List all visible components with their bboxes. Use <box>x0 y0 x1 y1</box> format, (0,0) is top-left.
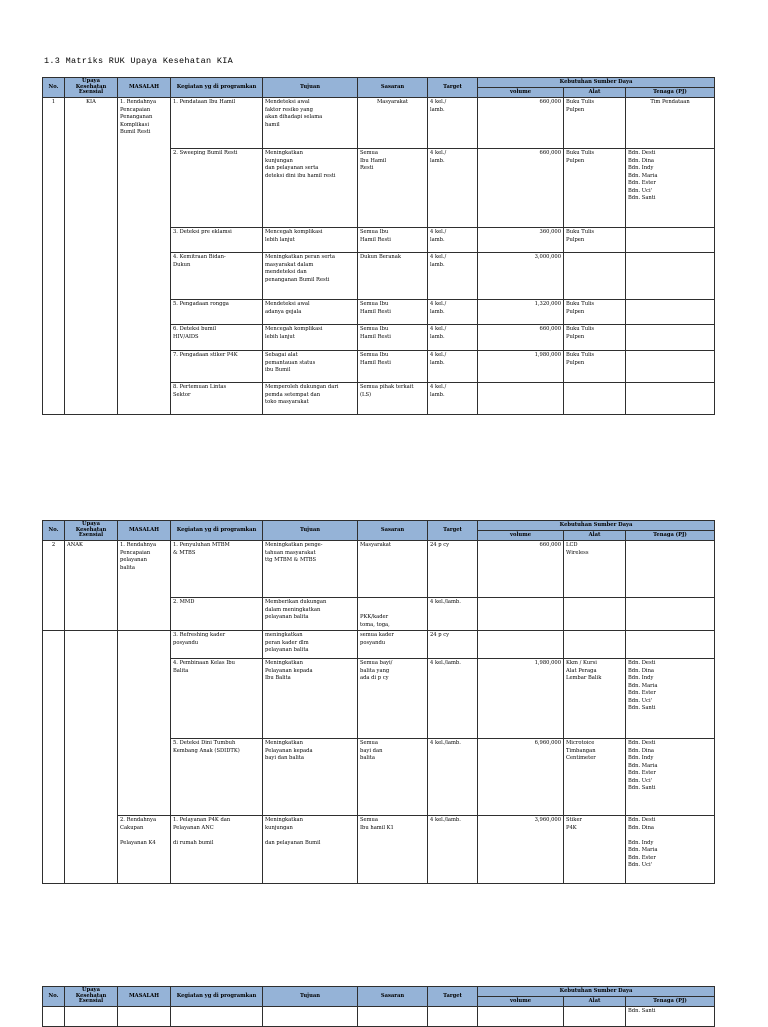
cell-volume: 660,000 <box>478 325 564 351</box>
cell-kegiatan: 1. Pendataan Ibu Hamil <box>171 98 263 149</box>
header-tujuan: Tujuan <box>263 78 358 98</box>
cell-tujuan: Meningkatkan peran serta masyarakat dalam mendeteksi dan penanganan Bumil Resti <box>263 253 358 300</box>
header-sasaran: Sasaran <box>358 987 428 1007</box>
cell-alat: Buku Tulis Pulpen <box>564 98 626 149</box>
cell-volume: 660,000 <box>478 149 564 228</box>
cell-tenaga <box>626 541 715 598</box>
cell-kegiatan: 2. Sweeping Bumil Resti <box>171 149 263 228</box>
cell-sasaran: semua kader posyandu <box>358 631 428 659</box>
cell-tujuan: Memperoleh dukungan dari pemda setempat dan toko masyarakat <box>263 383 358 415</box>
header-tenaga: Tenaga (PJ) <box>626 997 715 1007</box>
cell-alat: Stiker P4K <box>564 816 626 884</box>
ruk-table-kia <box>42 77 715 415</box>
cell-kegiatan: 6. Deteksi bumil HIV/AIDS <box>171 325 263 351</box>
header-masalah: MASALAH <box>118 78 171 98</box>
header-upaya: Upaya Kesehatan Esensial <box>65 987 118 1007</box>
header-volume: volume <box>478 997 564 1007</box>
cell-volume <box>478 383 564 415</box>
row-masalah <box>118 631 171 816</box>
header-kegiatan: Kegiatan yg di programkan <box>171 987 263 1007</box>
header-masalah: MASALAH <box>118 987 171 1007</box>
header-no: No. <box>43 78 65 98</box>
table-row <box>43 541 715 598</box>
cell-sasaran: Semua pihak terkait (LS) <box>358 383 428 415</box>
header-tenaga: Tenaga (PJ) <box>626 88 715 98</box>
cell-target: 4 kel./ lamb. <box>428 149 478 228</box>
cell-sasaran: Semua Ibu Hamil Resti <box>358 149 428 228</box>
header-kegiatan: Kegiatan yg di programkan <box>171 78 263 98</box>
cell-sasaran: Dukun Beranak <box>358 253 428 300</box>
cell-volume: 1,980,000 <box>478 351 564 383</box>
row-masalah: 2. Rendahnya Cakupan Pelayanan K4 <box>118 816 171 884</box>
table-row <box>43 816 715 884</box>
document-title: 1.3 Matriks RUK Upaya Kesehatan KIA <box>44 56 234 66</box>
header-upaya: Upaya Kesehatan Esensial <box>65 521 118 541</box>
cell-volume: 1,980,000 <box>478 659 564 739</box>
header-sasaran: Sasaran <box>358 521 428 541</box>
header-volume: volume <box>478 531 564 541</box>
cell-alat: Buku Tulis Pulpen <box>564 325 626 351</box>
cell-kegiatan: 3. Refreshing kader posyandu <box>171 631 263 659</box>
cell-tenaga <box>626 325 715 351</box>
row-upaya-blank <box>65 631 118 884</box>
cell-alat <box>564 383 626 415</box>
header-no: No. <box>43 987 65 1007</box>
header-kebutuhan: Kebutuhan Sumber Daya <box>478 987 715 997</box>
cell-tujuan: Mencegah komplikasi lebih lanjut <box>263 228 358 253</box>
cell-tujuan: Meningkatkan penge- tahuan masyarakat ttg MTBM & MTBS <box>263 541 358 598</box>
cell-kegiatan: 4. Kemitraan Bidan- Dukun <box>171 253 263 300</box>
cell-target: 4 kel./ lamb. <box>428 325 478 351</box>
cell-alat: Buku Tulis Pulpen <box>564 351 626 383</box>
cell-sasaran: Semua Ibu Hamil Resti <box>358 325 428 351</box>
cell-tujuan: Meningkatkan Pelayanan kepada Ibu Balita <box>263 659 358 739</box>
cell-kegiatan: 5. Deteksi Dini Tumbuh Kembang Anak (SDIDTK) <box>171 739 263 816</box>
row-no: 1 <box>43 98 65 415</box>
cell-kegiatan: 2. MMD <box>171 598 263 631</box>
row-upaya: ANAK <box>65 541 118 631</box>
cell-tenaga <box>626 351 715 383</box>
cell-sasaran: Semua bayi dan balita <box>358 739 428 816</box>
cell-target: 4 kel./ lamb. <box>428 98 478 149</box>
cell-alat <box>564 631 626 659</box>
cell-sasaran: Semua Ibu Hamil Resti <box>358 351 428 383</box>
header-tujuan: Tujuan <box>263 521 358 541</box>
row-upaya: KIA <box>65 98 118 415</box>
row-no-blank <box>43 631 65 884</box>
cell-volume <box>478 598 564 631</box>
cell-tenaga: Bdn. Desti Bdn. Dina Bdn. Indy Bdn. Maria Bdn. Ester Bdn. Uci' Bdn. Santi <box>626 739 715 816</box>
cell-tenaga <box>626 631 715 659</box>
header-tenaga: Tenaga (PJ) <box>626 531 715 541</box>
header-masalah: MASALAH <box>118 521 171 541</box>
cell-tenaga <box>626 383 715 415</box>
cell-kegiatan: 7. Pengadaan stiker P4K <box>171 351 263 383</box>
cell-volume: 1,320,000 <box>478 300 564 325</box>
cell-volume: 3,960,000 <box>478 816 564 884</box>
cell-tenaga: Bdn. Desti Bdn. Dina Bdn. Indy Bdn. Maria Bdn. Ester Bdn. Uci' Bdn. Santi <box>626 659 715 739</box>
cell-alat <box>564 598 626 631</box>
cell-tenaga <box>626 598 715 631</box>
header-alat: Alat <box>564 88 626 98</box>
header-target: Target <box>428 78 478 98</box>
cell-target: 4 kel./lamb. <box>428 598 478 631</box>
table-row <box>43 98 715 149</box>
header-sasaran: Sasaran <box>358 78 428 98</box>
header-tujuan: Tujuan <box>263 987 358 1007</box>
header-kebutuhan: Kebutuhan Sumber Daya <box>478 78 715 88</box>
cell-target: 24 p cy <box>428 631 478 659</box>
cell-tujuan: Mendeteksi awal adanya gejala <box>263 300 358 325</box>
cell-volume: 360,000 <box>478 228 564 253</box>
cell-tujuan: Meningkatkan kunjungan dan pelayanan serta deteksi dini ibu hamil resti <box>263 149 358 228</box>
header-kegiatan: Kegiatan yg di programkan <box>171 521 263 541</box>
cell-alat: Kkm / Kursi Alat Peraga Lembar Balik <box>564 659 626 739</box>
row-masalah: 1. Rendahnya Pencapaian Penanganan Komplikasi Bumil Resti <box>118 98 171 415</box>
cell-target: 4 kel./ lamb. <box>428 383 478 415</box>
cell-tujuan: meningkatkan peran kader dlm pelayanan balita <box>263 631 358 659</box>
header-target: Target <box>428 987 478 1007</box>
header-volume: volume <box>478 88 564 98</box>
cell-kegiatan: 4. Pembinaan Kelas Ibu Balita <box>171 659 263 739</box>
table-row <box>43 631 715 659</box>
row-no: 2 <box>43 541 65 631</box>
cell-volume: 660,000 <box>478 98 564 149</box>
cell-sasaran: Semua bayi/ balita yang ada di p cy <box>358 659 428 739</box>
cell-alat: Buku Tulis Pulpen <box>564 300 626 325</box>
cell-target: 4 kel./lamb. <box>428 659 478 739</box>
cell-tujuan: Mendeteksi awal faktor resiko yang akan dihadapi selama hamil <box>263 98 358 149</box>
cell-kegiatan: 1. Pelayanan P4K dan Pelayanan ANC di rumah bumil <box>171 816 263 884</box>
header-kebutuhan: Kebutuhan Sumber Daya <box>478 521 715 531</box>
cell-tenaga <box>626 228 715 253</box>
cell-alat: Microtoice Timbangan Centimeter <box>564 739 626 816</box>
cell-volume: 6,960,000 <box>478 739 564 816</box>
cell-alat <box>564 253 626 300</box>
cell-tujuan: Meningkatkan kunjungan dan pelayanan Bumil <box>263 816 358 884</box>
cell-kegiatan: 3. Deteksi pre eklamsi <box>171 228 263 253</box>
header-alat: Alat <box>564 531 626 541</box>
cell-target: 4 kel./ lamb. <box>428 253 478 300</box>
cell-tenaga: Bdn. Santi <box>626 1007 715 1027</box>
cell-target: 4 kel./ lamb. <box>428 351 478 383</box>
cell-tenaga: Bdn. Desti Bdn. Dina Bdn. Indy Bdn. Maria Bdn. Ester Bdn. Uci' <box>626 816 715 884</box>
cell-sasaran: Masyarakat <box>358 98 428 149</box>
cell-target: 4 kel./ lamb. <box>428 300 478 325</box>
row-masalah: 1. Rendahnya Pencapaian pelayanan balita <box>118 541 171 631</box>
cell-alat: Buku Tulis Pulpen <box>564 149 626 228</box>
cell-tujuan: Sebagai alat pemantauan status ibu Bumil <box>263 351 358 383</box>
cell-sasaran: Semua Ibu Hamil Resti <box>358 228 428 253</box>
cell-target: 4 kel./lamb. <box>428 739 478 816</box>
cell-sasaran: Semua Ibu hamil K1 <box>358 816 428 884</box>
cell-tujuan: Meningkatkan Pelayanan kepada bayi dan balita <box>263 739 358 816</box>
cell-target: 4 kel./lamb. <box>428 816 478 884</box>
cell-tenaga: Bdn. Desti Bdn. Dina Bdn. Indy Bdn. Maria Bdn. Ester Bdn. Uci' Bdn. Santi <box>626 149 715 228</box>
header-target: Target <box>428 521 478 541</box>
header-alat: Alat <box>564 997 626 1007</box>
cell-target: 24 p cy <box>428 541 478 598</box>
ruk-table-anak <box>42 520 715 884</box>
cell-volume: 3,000,000 <box>478 253 564 300</box>
cell-target: 4 kel./ lamb. <box>428 228 478 253</box>
cell-sasaran: Masyarakat <box>358 541 428 598</box>
cell-sasaran: PKK/kader toma, toga, <box>358 598 428 631</box>
cell-volume: 660,000 <box>478 541 564 598</box>
cell-alat: Buku Tulis Pulpen <box>564 228 626 253</box>
cell-kegiatan: 8. Pertemuan Lintas Sektor <box>171 383 263 415</box>
header-no: No. <box>43 521 65 541</box>
cell-tenaga <box>626 300 715 325</box>
cell-alat: LCD Wireless <box>564 541 626 598</box>
cell-kegiatan: 5. Pengadaan rongga <box>171 300 263 325</box>
cell-tujuan: Memberikan dukungan dalam meningkatkan pelayanan balita <box>263 598 358 631</box>
header-upaya: Upaya Kesehatan Esensial <box>65 78 118 98</box>
cell-tujuan: Mencegah komplikasi lebih lanjut <box>263 325 358 351</box>
cell-tenaga <box>626 253 715 300</box>
cell-tenaga: Tim Pendataan <box>626 98 715 149</box>
ruk-table-continued <box>42 986 715 1027</box>
cell-volume <box>478 631 564 659</box>
cell-sasaran: Semua Ibu Hamil Resti <box>358 300 428 325</box>
cell-kegiatan: 1. Penyuluhan MTBM & MTBS <box>171 541 263 598</box>
